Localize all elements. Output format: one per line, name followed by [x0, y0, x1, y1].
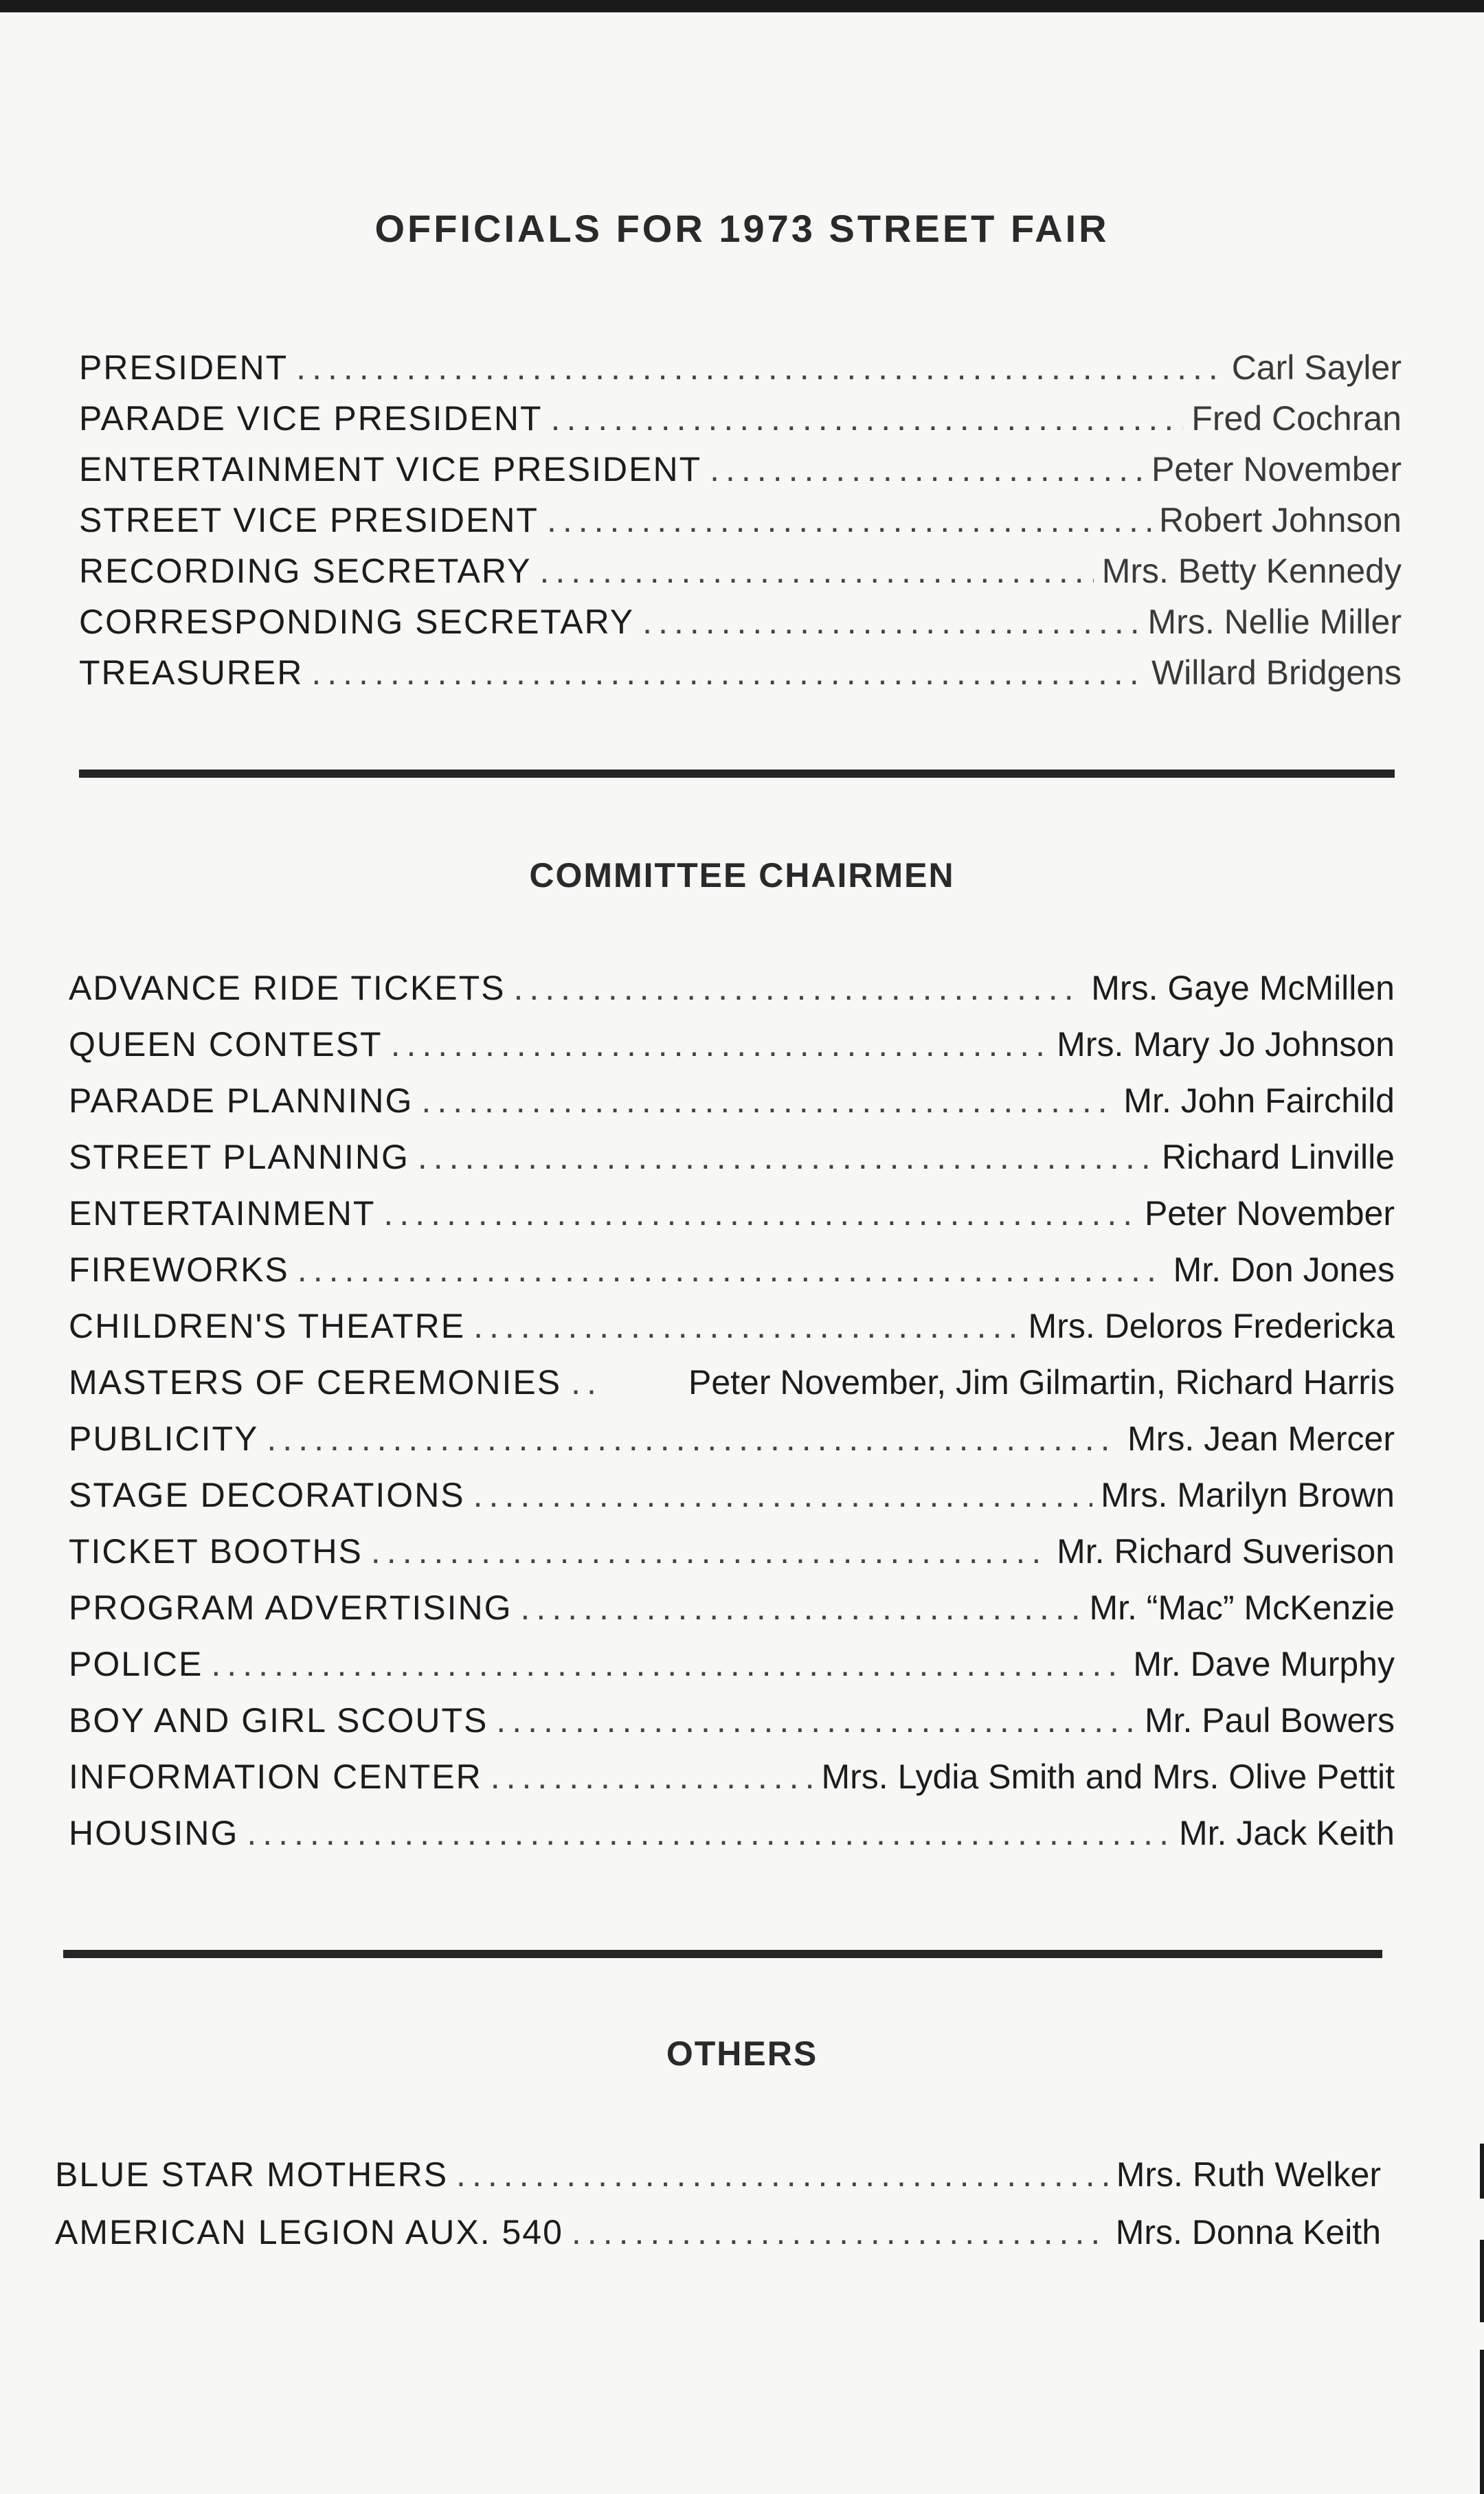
dot-leader	[473, 1306, 1020, 1346]
others-title: OTHERS	[666, 2034, 818, 2073]
page-edge-mark	[1480, 2144, 1484, 2199]
dot-leader	[521, 1588, 1081, 1628]
committee-role: PUBLICITY	[69, 1419, 259, 1458]
committee-role: PROGRAM ADVERTISING	[69, 1588, 513, 1627]
committee-row	[69, 1177, 1395, 1233]
officials-role: PARADE VICE PRESIDENT	[79, 399, 543, 438]
others-name: Mrs. Donna Keith	[1115, 2213, 1381, 2251]
dot-leader	[539, 551, 1093, 591]
committee-role: MASTERS OF CEREMONIES	[69, 1363, 562, 1402]
officials-name: Fred Cochran	[1191, 399, 1402, 438]
dot-leader	[456, 2155, 1108, 2194]
committee-name: Mr. Paul Bowers	[1144, 1701, 1395, 1740]
officials-name: Carl Sayler	[1231, 348, 1402, 387]
officials-row	[79, 438, 1402, 489]
officials-row	[79, 387, 1402, 438]
officials-role: RECORDING SECRETARY	[79, 552, 532, 590]
committee-row	[69, 1290, 1395, 1346]
officials-name: Willard Bridgens	[1151, 653, 1402, 692]
others-role: AMERICAN LEGION AUX. 540	[55, 2213, 563, 2251]
committee-role: TICKET BOOTHS	[69, 1532, 363, 1571]
dot-leader	[496, 1700, 1136, 1740]
dot-leader	[383, 1193, 1136, 1233]
officials-name: Mrs. Nellie Miller	[1147, 603, 1402, 641]
others-row	[55, 2194, 1381, 2252]
committee-name: Mr. Dave Murphy	[1133, 1645, 1395, 1683]
committee-role: CHILDREN'S THEATRE	[69, 1307, 466, 1345]
committee-row	[69, 1121, 1395, 1177]
committee-role: INFORMATION CENTER	[69, 1757, 482, 1796]
others-name: Mrs. Ruth Welker	[1116, 2155, 1381, 2194]
committee-name: Mr. Jack Keith	[1179, 1814, 1395, 1852]
others-list	[55, 2137, 1381, 2252]
committee-role: HOUSING	[69, 1814, 239, 1852]
officials-row	[79, 591, 1402, 642]
others-row	[55, 2137, 1381, 2194]
committee-row	[69, 1402, 1395, 1459]
committee-row	[69, 1628, 1395, 1684]
committee-row	[69, 1571, 1395, 1628]
committee-name: Mrs. Lydia Smith and Mrs. Olive Pettit	[821, 1757, 1395, 1796]
dot-leader	[421, 1081, 1115, 1121]
committee-role: PARADE PLANNING	[69, 1081, 414, 1120]
dot-leader	[391, 1024, 1049, 1064]
dot-leader	[371, 1531, 1048, 1571]
officials-row	[79, 337, 1402, 387]
dot-leader	[642, 602, 1139, 642]
officials-role: PRESIDENT	[79, 348, 289, 387]
dot-leader	[491, 1757, 813, 1797]
committee-name: Mr. John Fairchild	[1123, 1081, 1395, 1120]
committee-role: POLICE	[69, 1645, 203, 1683]
officials-name: Mrs. Betty Kennedy	[1101, 552, 1402, 590]
committee-role: STREET PLANNING	[69, 1138, 409, 1176]
committee-name: Mrs. Gaye McMillen	[1091, 969, 1395, 1007]
committee-row	[69, 1797, 1395, 1853]
committee-row	[69, 1346, 1395, 1402]
committee-name: Richard Linville	[1161, 1138, 1395, 1176]
dot-leader	[297, 1250, 1165, 1290]
officials-row	[79, 540, 1402, 591]
committee-role: FIREWORKS	[69, 1250, 289, 1289]
dot-leader	[418, 1137, 1154, 1177]
committee-row	[69, 1515, 1395, 1571]
committee-name: Mrs. Deloros Fredericka	[1028, 1307, 1395, 1345]
committee-name: Mr. Richard Suverison	[1057, 1532, 1395, 1571]
committee-name: Mrs. Jean Mercer	[1127, 1419, 1395, 1458]
officials-role: TREASURER	[79, 653, 304, 692]
section-divider	[63, 1950, 1382, 1958]
committee-row	[69, 952, 1395, 1008]
officials-name: Peter November	[1151, 450, 1402, 488]
committee-name: Peter November	[1144, 1194, 1395, 1233]
dot-leader	[311, 653, 1143, 693]
dot-leader	[247, 1813, 1171, 1853]
officials-title: OFFICIALS FOR 1973 STREET FAIR	[374, 207, 1110, 250]
dot-leader	[513, 968, 1083, 1008]
committee-role: QUEEN CONTEST	[69, 1025, 383, 1064]
dot-leader	[547, 500, 1151, 540]
committee-row	[69, 1459, 1395, 1515]
page-top-edge	[0, 0, 1484, 12]
officials-row	[79, 642, 1402, 693]
committee-name: Mr. Don Jones	[1173, 1250, 1395, 1289]
others-role: BLUE STAR MOTHERS	[55, 2155, 449, 2194]
officials-role: STREET VICE PRESIDENT	[79, 501, 539, 539]
committee-role: BOY AND GIRL SCOUTS	[69, 1701, 488, 1740]
committee-title: COMMITTEE CHAIRMEN	[529, 856, 955, 895]
officials-row	[79, 489, 1402, 540]
committee-role: ADVANCE RIDE TICKETS	[69, 969, 506, 1007]
committee-name: Peter November, Jim Gilmartin, Richard Harris	[688, 1363, 1395, 1402]
dot-leader	[571, 1362, 603, 1402]
dot-leader	[473, 1475, 1093, 1515]
dot-leader	[211, 1644, 1125, 1684]
committee-row	[69, 1008, 1395, 1064]
officials-role: CORRESPONDING SECRETARY	[79, 603, 635, 641]
committee-name: Mrs. Marilyn Brown	[1101, 1476, 1395, 1514]
page-edge-mark	[1480, 2240, 1484, 2322]
committee-role: ENTERTAINMENT	[69, 1194, 376, 1233]
committee-row	[69, 1233, 1395, 1290]
section-divider	[79, 769, 1395, 778]
committee-row	[69, 1684, 1395, 1740]
officials-name: Robert Johnson	[1158, 501, 1402, 539]
committee-role: STAGE DECORATIONS	[69, 1476, 465, 1514]
dot-leader	[267, 1419, 1119, 1459]
page-edge-mark	[1480, 2350, 1484, 2494]
dot-leader	[710, 449, 1143, 489]
officials-list	[79, 337, 1402, 693]
committee-name: Mr. “Mac” McKenzie	[1089, 1588, 1395, 1627]
officials-role: ENTERTAINMENT VICE PRESIDENT	[79, 450, 702, 488]
committee-list	[69, 952, 1395, 1853]
committee-row	[69, 1064, 1395, 1121]
committee-name: Mrs. Mary Jo Johnson	[1057, 1025, 1395, 1064]
dot-leader	[551, 398, 1184, 438]
dot-leader	[572, 2212, 1108, 2252]
committee-row	[69, 1740, 1395, 1797]
dot-leader	[296, 348, 1224, 387]
